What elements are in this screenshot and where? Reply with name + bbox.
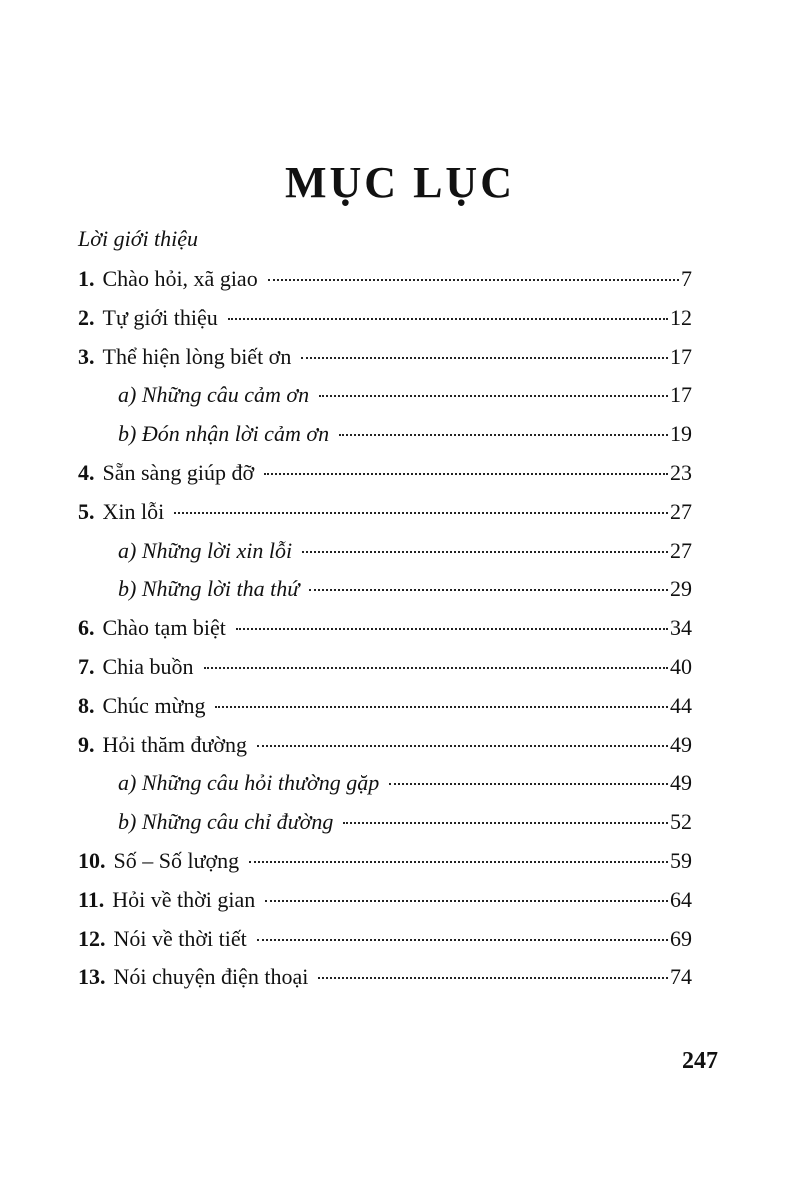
dot-leader — [249, 861, 668, 863]
dot-leader — [204, 667, 668, 669]
toc-entry-page: 49 — [670, 731, 692, 757]
toc-entry-label: Tự giới thiệu — [102, 304, 218, 330]
toc-entry-number: 1. — [78, 266, 95, 291]
dot-leader — [236, 628, 668, 630]
toc-entry-label: a) Những câu hỏi thường gặp — [118, 770, 380, 796]
toc-entry-label: Nói chuyện điện thoại — [113, 964, 309, 990]
toc-entry-label: Hỏi về thời gian — [112, 886, 256, 912]
toc-entry-number: 3. — [78, 343, 95, 369]
dot-leader — [215, 706, 668, 708]
dot-leader — [343, 822, 668, 824]
toc-entry — [78, 730, 692, 769]
dot-leader — [302, 551, 668, 553]
dot-leader — [257, 939, 668, 941]
dot-leader — [257, 745, 668, 747]
toc-entry-number: 9. — [78, 731, 95, 757]
toc-subentry — [78, 419, 692, 458]
toc-entry — [78, 962, 692, 1001]
toc-entry-number: 10. — [78, 847, 106, 873]
toc-entry — [78, 497, 692, 536]
toc-entry-page: 59 — [670, 847, 692, 873]
toc-subentry — [78, 536, 692, 575]
toc-entry-number: 13. — [78, 964, 106, 990]
toc-entry-label: Hỏi thăm đường — [102, 731, 248, 757]
toc-entry-page: 40 — [670, 653, 692, 679]
toc-entry-page: 27 — [670, 537, 692, 563]
toc-entry-page: 34 — [670, 615, 692, 641]
toc-entry-page: 12 — [670, 304, 692, 330]
toc-entry-label: b) Những lời tha thứ — [118, 576, 300, 602]
toc-entry-page: 44 — [670, 692, 692, 718]
dot-leader — [264, 473, 668, 475]
dot-leader — [389, 783, 668, 785]
toc-entry-page: 17 — [670, 382, 692, 408]
toc-entry-number: 6. — [78, 615, 95, 641]
dot-leader — [265, 900, 668, 902]
toc-entry-number: 11. — [78, 886, 105, 912]
toc-entry — [78, 846, 692, 885]
toc-entry-label: Số – Số lượng — [113, 847, 240, 873]
toc-entry — [78, 264, 692, 303]
toc-entry-page: 7 — [681, 266, 692, 291]
toc-entry-page: 23 — [670, 459, 692, 485]
toc-entry-label: Chia buồn — [102, 653, 194, 679]
dot-leader — [319, 395, 668, 397]
dot-leader — [339, 434, 668, 436]
toc-entry-number: 7. — [78, 653, 95, 679]
toc-entry-page: 69 — [670, 925, 692, 951]
toc-subentry — [78, 768, 692, 807]
toc-entry-label: b) Những câu chỉ đường — [118, 809, 334, 835]
toc-entry — [78, 924, 692, 963]
dot-leader — [301, 357, 668, 359]
toc-entry-label: Sẵn sàng giúp đỡ — [102, 459, 255, 485]
toc-entry-page: 52 — [670, 809, 692, 835]
toc-entry-page: 17 — [670, 343, 692, 369]
toc-entry-label: Thể hiện lòng biết ơn — [102, 343, 292, 369]
toc-entry-page: 64 — [670, 886, 692, 912]
toc-entry-label: a) Những câu cảm ơn — [118, 382, 310, 408]
toc-entry-number: 8. — [78, 692, 95, 718]
toc-entry-label: Chào tạm biệt — [102, 615, 226, 641]
toc-entry-page: 19 — [670, 421, 692, 447]
dot-leader — [228, 318, 668, 320]
toc-entry-label: Chúc mừng — [102, 692, 206, 718]
toc-entry — [78, 613, 692, 652]
toc-entry-label: Xin lỗi — [102, 498, 165, 524]
toc-subentry — [78, 380, 692, 419]
page-number: 247 — [682, 1048, 718, 1074]
toc-entry-page: 74 — [670, 964, 692, 990]
toc-entry-label: a) Những lời xin lỗi — [118, 537, 293, 563]
toc-entry — [78, 652, 692, 691]
toc-entry-number: 5. — [78, 498, 95, 524]
toc-entry — [78, 691, 692, 730]
dot-leader — [268, 279, 679, 281]
toc-entry-page: 27 — [670, 498, 692, 524]
toc-entry — [78, 885, 692, 924]
toc-entry-number: 2. — [78, 304, 95, 330]
toc-subentry — [78, 574, 692, 613]
toc-entry — [78, 303, 692, 342]
toc-entry-page: 29 — [670, 576, 692, 602]
toc-entry-label: Nói về thời tiết — [113, 925, 247, 951]
toc-entry — [78, 458, 692, 497]
toc-intro: Lời giới thiệu — [78, 226, 199, 251]
toc-subentry — [78, 807, 692, 846]
table-of-contents — [78, 224, 692, 1001]
toc-entry-label: b) Đón nhận lời cảm ơn — [118, 421, 330, 447]
dot-leader — [318, 977, 668, 979]
toc-entry-number: 4. — [78, 459, 95, 485]
dot-leader — [309, 589, 668, 591]
toc-entry-number: 12. — [78, 925, 106, 951]
dot-leader — [174, 512, 668, 514]
toc-entry-label: Chào hỏi, xã giao — [102, 266, 258, 291]
toc-entry — [78, 342, 692, 381]
page-title: MỤC LỤC — [285, 158, 515, 208]
toc-entry-page: 49 — [670, 770, 692, 796]
